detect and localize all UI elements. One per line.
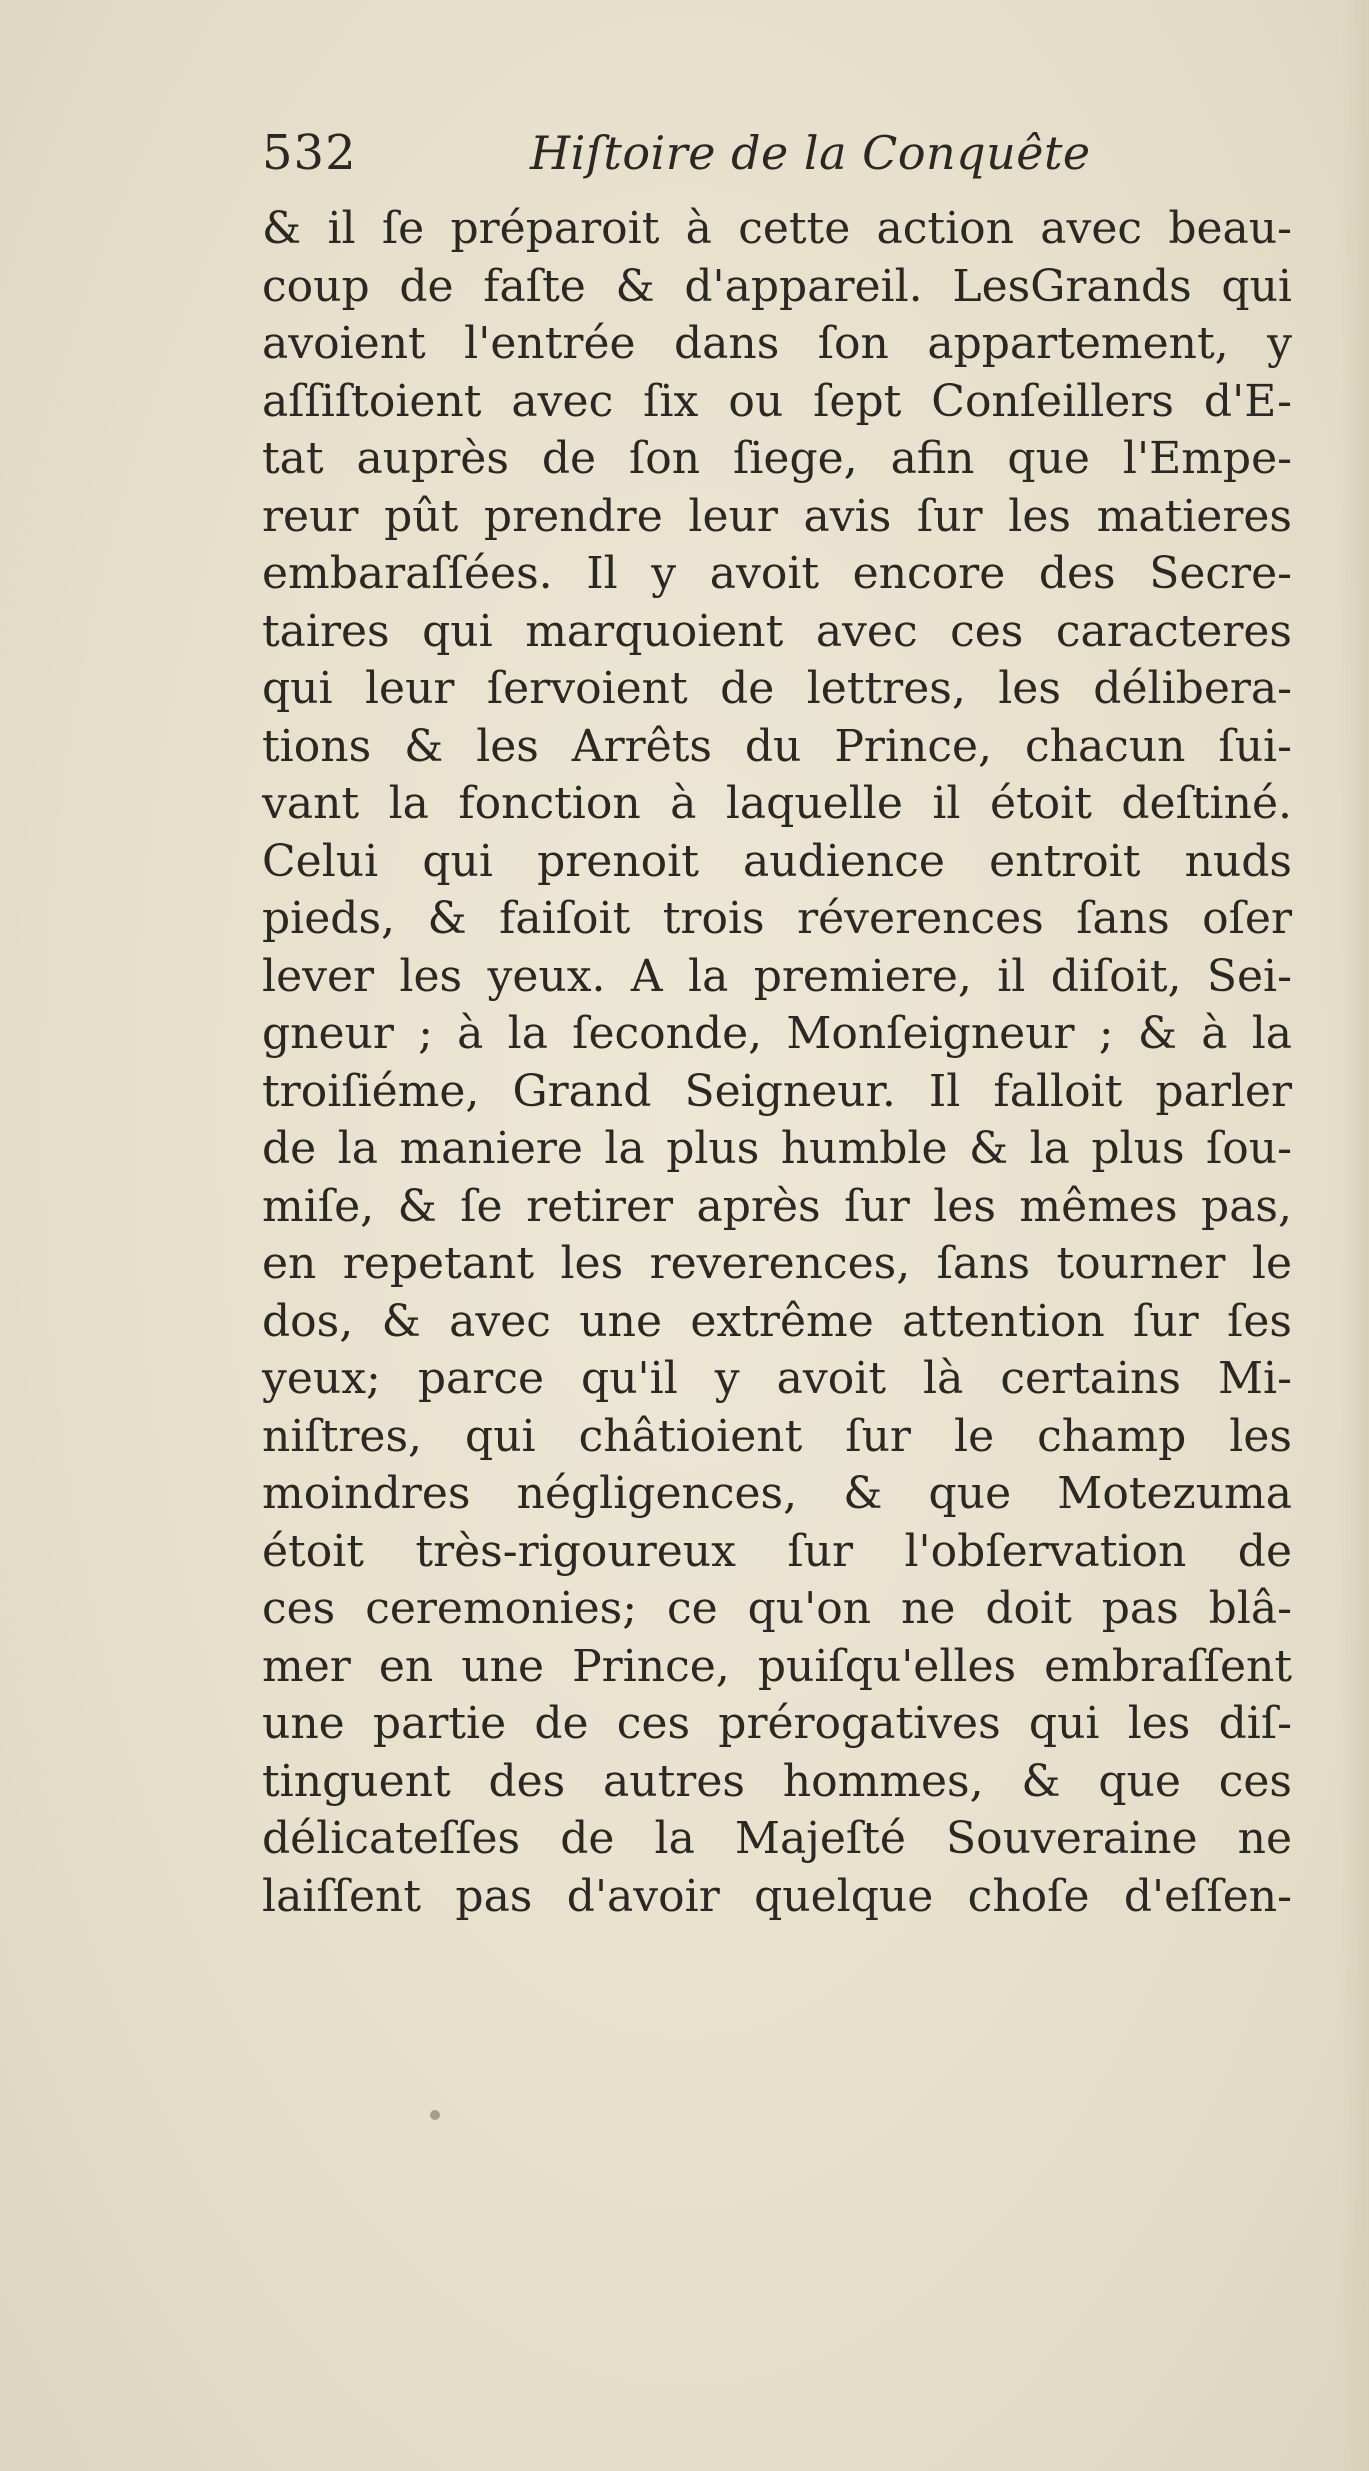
text-line: niſtres, qui châtioient ſur le champ les [262, 1410, 1292, 1462]
text-line: & il ſe préparoit à cette action avec beau- [262, 203, 1292, 254]
text-line: moindres négligences, & que Motezuma [262, 1468, 1292, 1519]
text-line: coup de faſte & d'appareil. LesGrands qui [262, 260, 1292, 312]
text-line: ces ceremonies; ce qu'on ne doit pas blâ- [262, 1583, 1292, 1634]
text-line: étoit très-rigoureux ſur l'obſervation de [262, 1525, 1292, 1577]
text-line: mer en une Prince, puiſqu'elles embraſſent [262, 1640, 1292, 1692]
page-edge-shadow [1339, 0, 1369, 2471]
ink-spot [430, 2110, 440, 2120]
text-line: pieds, & faiſoit trois réverences ſans oſer [262, 893, 1292, 944]
text-line: dos, & avec une extrême attention ſur ſes [262, 1295, 1292, 1347]
text-line: qui leur ſervoient de lettres, les délibera- [262, 663, 1292, 714]
page-number: 532 [262, 125, 357, 181]
body-text [262, 200, 1292, 1925]
page-header [0, 118, 1369, 188]
text-line: gneur ; à la ſeconde, Monſeigneur ; & à la [262, 1008, 1292, 1059]
text-line: une partie de ces prérogatives qui les diſ- [262, 1698, 1292, 1749]
text-line: tat auprès de ſon ſiege, afin que l'Empe- [262, 433, 1292, 484]
text-line: embaraſſées. Il y avoit encore des Secre- [262, 548, 1292, 599]
text-line: miſe, & ſe retirer après ſur les mêmes pas, [262, 1180, 1292, 1232]
text-line: laiſſent pas d'avoir quelque choſe d'eſſen- [262, 1870, 1292, 1922]
text-line: délicateſſes de la Majeſté Souveraine ne [262, 1813, 1292, 1864]
running-title: Hiſtoire de la Conquête [530, 126, 1091, 180]
text-line: lever les yeux. A la premiere, il diſoit, Sei- [262, 950, 1292, 1002]
text-line: yeux; parce qu'il y avoit là certains Mi- [262, 1353, 1292, 1404]
text-line: reur pût prendre leur avis ſur les matieres [262, 490, 1292, 542]
text-line: troiſiéme, Grand Seigneur. Il falloit parler [262, 1065, 1292, 1117]
text-line: aſſiſtoient avec ſix ou ſept Conſeillers d'E- [262, 375, 1292, 427]
text-line: taires qui marquoient avec ces caracteres [262, 605, 1292, 657]
text-line: vant la fonction à laquelle il étoit deſtiné. [262, 778, 1292, 829]
text-line: en repetant les reverences, ſans tourner le [262, 1238, 1292, 1289]
text-line: tinguent des autres hommes, & que ces [262, 1755, 1292, 1807]
text-line: avoient l'entrée dans ſon appartement, y [262, 318, 1292, 369]
text-line: de la maniere la plus humble & la plus ſou- [262, 1123, 1292, 1174]
text-line: tions & les Arrêts du Prince, chacun ſui- [262, 720, 1292, 772]
text-line: Celui qui prenoit audience entroit nuds [262, 835, 1292, 887]
